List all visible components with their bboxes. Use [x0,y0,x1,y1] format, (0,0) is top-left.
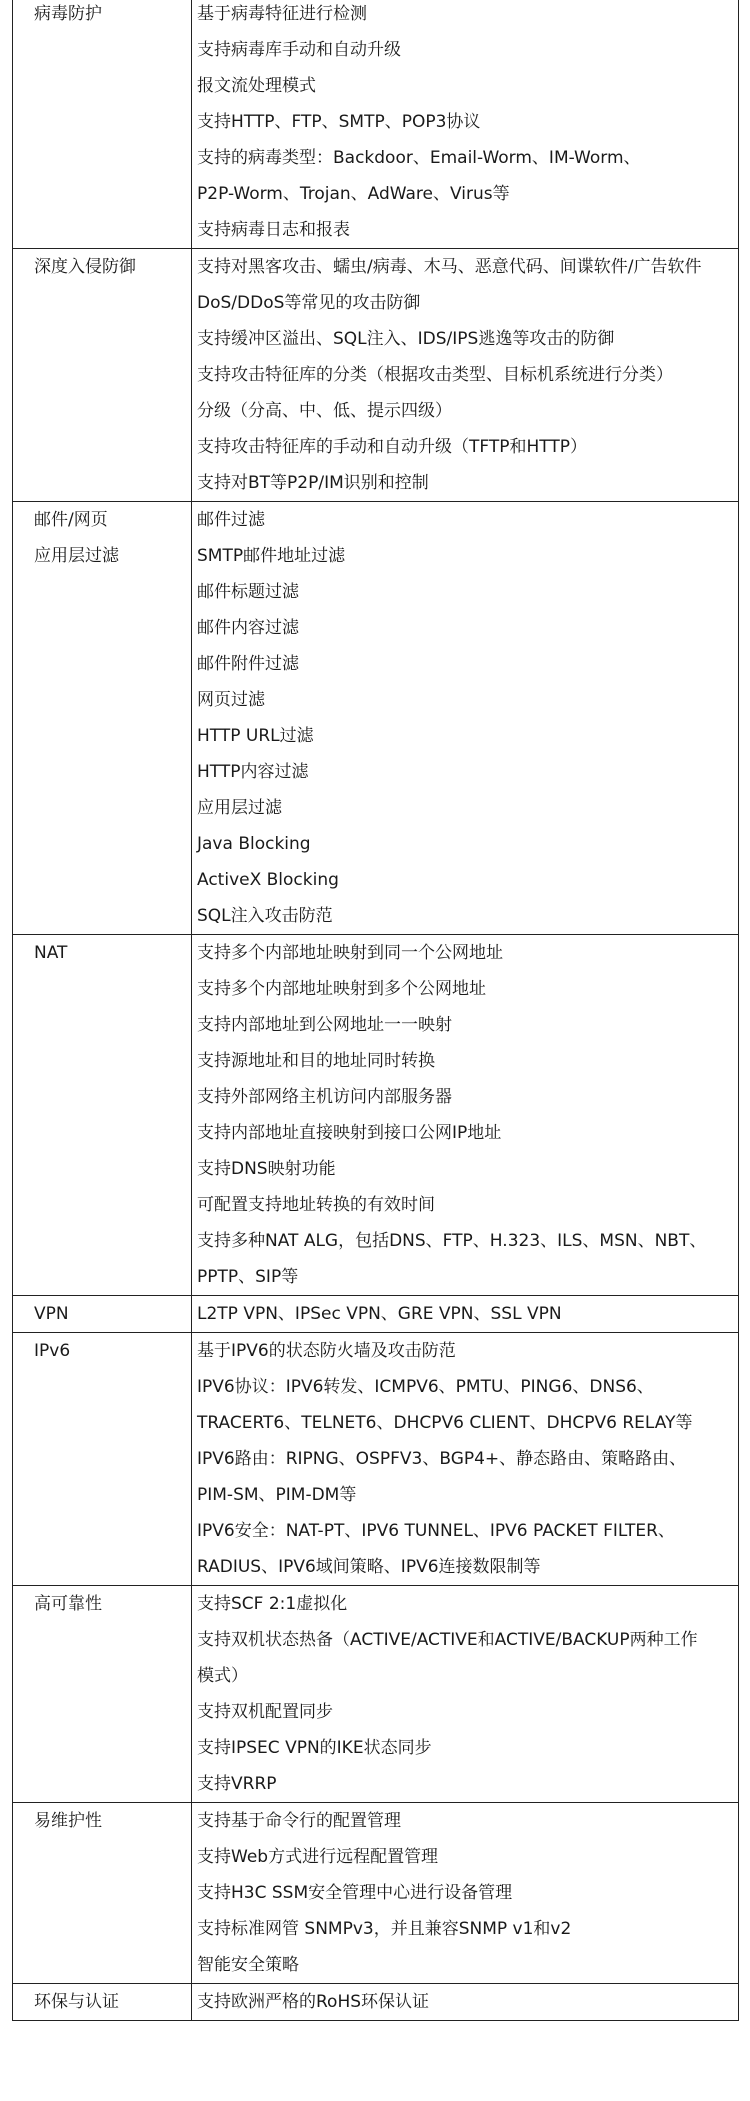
feature-cell [192,249,739,502]
feature-line: 支持多种NAT ALG，包括DNS、FTP、H.323、ILS、MSN、NBT、 [197,1231,707,1251]
feature-line: 支持SCF 2:1虚拟化 [197,1594,348,1614]
feature-line: 邮件附件过滤 [197,654,299,674]
feature-cell [192,1586,739,1803]
category-cell [13,0,192,249]
feature-line: RADIUS、IPV6域间策略、IPV6连接数限制等 [197,1557,541,1577]
feature-cell [192,1333,739,1586]
category-cell [13,502,192,935]
feature-line: 支持缓冲区溢出、SQL注入、IDS/IPS逃逸等攻击的防御 [197,329,615,349]
feature-line: 支持的病毒类型：Backdoor、Email-Worm、IM-Worm、 [197,148,641,168]
category-cell [13,1296,192,1333]
category-label: 邮件/网页 [34,510,108,530]
spec-row [13,1586,739,1803]
feature-line: 支持攻击特征库的分类（根据攻击类型、目标机系统进行分类） [197,365,673,385]
feature-line: 支持HTTP、FTP、SMTP、POP3协议 [197,112,481,132]
feature-line: IPV6路由：RIPNG、OSPFV3、BGP4+、静态路由、策略路由、 [197,1449,687,1469]
feature-line: P2P-Worm、Trojan、AdWare、Virus等 [197,184,510,204]
spec-row [13,935,739,1296]
feature-line: 支持对BT等P2P/IM识别和控制 [197,473,429,493]
category-cell [13,1984,192,2021]
feature-line: 支持DNS映射功能 [197,1159,336,1179]
feature-line: 支持病毒日志和报表 [197,220,350,240]
spec-row [13,502,739,935]
feature-line: 支持对黑客攻击、蠕虫/病毒、木马、恶意代码、间谍软件/广告软件 [197,257,702,277]
feature-line: 邮件过滤 [197,510,265,530]
category-label: 病毒防护 [34,4,102,24]
category-label: 环保与认证 [34,1992,119,2012]
feature-line: TRACERT6、TELNET6、DHCPV6 CLIENT、DHCPV6 RELAY等 [197,1413,693,1433]
feature-line: 支持IPSEC VPN的IKE状态同步 [197,1738,432,1758]
category-label: NAT [34,943,68,963]
feature-line: HTTP URL过滤 [197,726,314,746]
feature-line: 支持标准网管 SNMPv3，并且兼容SNMP v1和v2 [197,1919,572,1939]
category-cell [13,935,192,1296]
feature-line: 支持攻击特征库的手动和自动升级（TFTP和HTTP） [197,437,588,457]
feature-line: 应用层过滤 [197,798,282,818]
feature-line: 支持双机配置同步 [197,1702,333,1722]
category-cell [13,1803,192,1984]
feature-line: L2TP VPN、IPSec VPN、GRE VPN、SSL VPN [197,1304,562,1324]
feature-line: 支持H3C SSM安全管理中心进行设备管理 [197,1883,513,1903]
feature-line: 支持内部地址直接映射到接口公网IP地址 [197,1123,502,1143]
feature-line: 支持外部网络主机访问内部服务器 [197,1087,452,1107]
category-cell [13,1586,192,1803]
spec-table [12,0,739,2021]
feature-line: 支持内部地址到公网地址一一映射 [197,1015,452,1035]
feature-cell [192,1803,739,1984]
feature-cell [192,502,739,935]
feature-line: 支持病毒库手动和自动升级 [197,40,401,60]
feature-line: IPV6协议：IPV6转发、ICMPV6、PMTU、PING6、DNS6、 [197,1377,654,1397]
category-cell [13,249,192,502]
feature-line: DoS/DDoS等常见的攻击防御 [197,293,421,313]
category-label: 深度入侵防御 [34,257,136,277]
feature-line: Java Blocking [197,834,311,854]
feature-line: 支持VRRP [197,1774,277,1794]
spec-row [13,1333,739,1586]
feature-line: 支持Web方式进行远程配置管理 [197,1847,439,1867]
category-cell [13,1333,192,1586]
feature-line: HTTP内容过滤 [197,762,309,782]
feature-line: IPV6安全：NAT-PT、IPV6 TUNNEL、IPV6 PACKET FILTER、 [197,1521,675,1541]
feature-cell [192,1296,739,1333]
feature-line: 模式） [197,1666,248,1686]
feature-cell [192,1984,739,2021]
category-label: 高可靠性 [34,1594,102,1614]
feature-line: 支持多个内部地址映射到多个公网地址 [197,979,486,999]
category-label: 应用层过滤 [34,546,119,566]
spec-row [13,1984,739,2021]
feature-line: PPTP、SIP等 [197,1267,299,1287]
spec-row [13,0,739,249]
spec-table-body [13,0,739,2021]
feature-line: ActiveX Blocking [197,870,339,890]
feature-line: 基于IPV6的状态防火墙及攻击防范 [197,1341,456,1361]
feature-line: SMTP邮件地址过滤 [197,546,346,566]
feature-line: 分级（分高、中、低、提示四级） [197,401,452,421]
feature-line: PIM-SM、PIM-DM等 [197,1485,357,1505]
feature-line: 支持多个内部地址映射到同一个公网地址 [197,943,503,963]
feature-line: 支持基于命令行的配置管理 [197,1811,401,1831]
category-label: IPv6 [34,1341,71,1361]
feature-line: 智能安全策略 [197,1955,299,1975]
feature-line: 支持源地址和目的地址同时转换 [197,1051,435,1071]
category-label: VPN [34,1304,69,1324]
feature-line: 网页过滤 [197,690,265,710]
feature-line: 支持欧洲严格的RoHS环保认证 [197,1992,430,2012]
feature-cell [192,0,739,249]
category-label: 易维护性 [34,1811,102,1831]
feature-line: 支持双机状态热备（ACTIVE/ACTIVE和ACTIVE/BACKUP两种工作 [197,1630,698,1650]
feature-line: 报文流处理模式 [197,76,316,96]
feature-line: 基于病毒特征进行检测 [197,4,367,24]
feature-line: 可配置支持地址转换的有效时间 [197,1195,435,1215]
spec-row [13,1296,739,1333]
feature-line: SQL注入攻击防范 [197,906,333,926]
feature-line: 邮件内容过滤 [197,618,299,638]
feature-line: 邮件标题过滤 [197,582,299,602]
spec-row [13,249,739,502]
spec-row [13,1803,739,1984]
feature-cell [192,935,739,1296]
